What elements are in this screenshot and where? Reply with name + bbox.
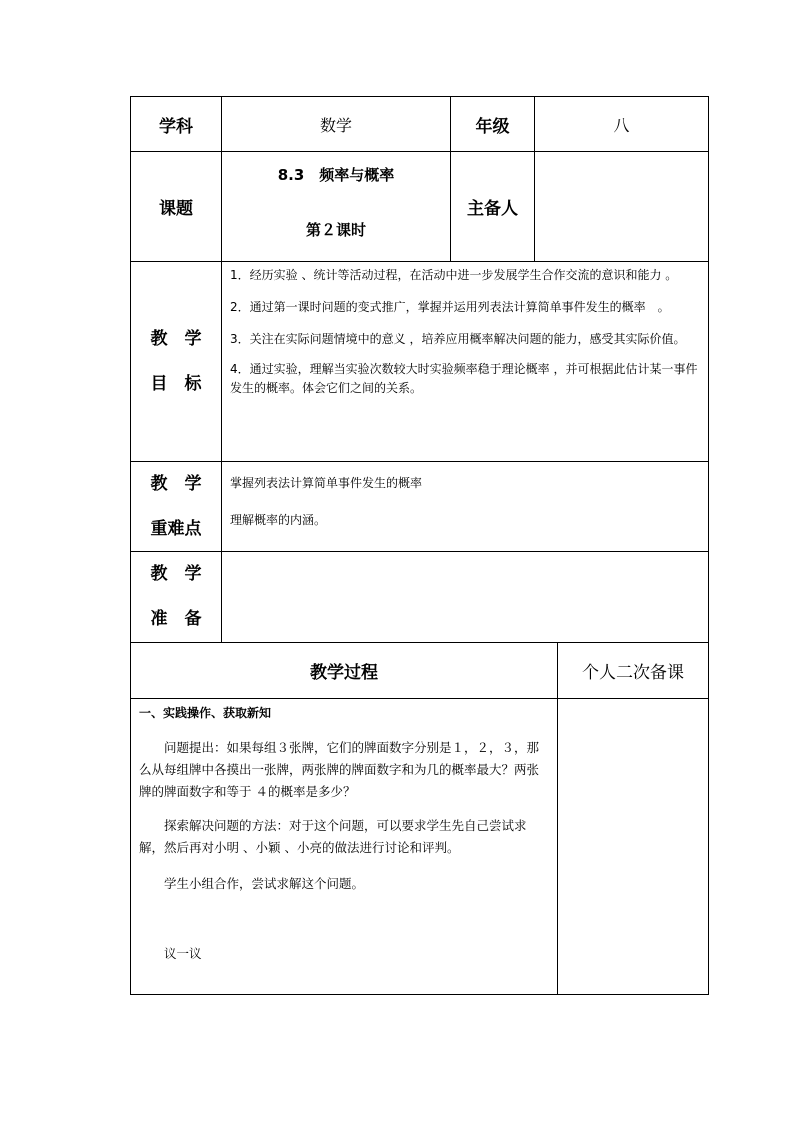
grade-value-cell <box>534 96 709 152</box>
process-paragraph: 探索解决问题的方法：对于这个问题，可以要求学生先自己尝试求解，然后再对小明 、小颖 、小亮的做法进行讨论和评判。 <box>139 818 527 855</box>
subject-value-cell <box>221 96 451 152</box>
notes-header: 个人二次备课 <box>582 663 684 683</box>
process-paragraph: 问题提出：如果每组３张牌，它们的牌面数字分别是１，２，３，那么从每组牌中各摸出一张牌，两张牌的牌面数字和为几的概率最大？两张牌的牌面数字和等于 ４的概率是多少？ <box>139 740 540 799</box>
preparer-label: 主备人 <box>467 199 518 219</box>
objectives-content-cell <box>221 261 709 462</box>
difficulties-label-line1: 教 学 <box>150 473 202 494</box>
preparation-content-cell <box>221 551 709 643</box>
subject-value: 数学 <box>319 115 352 135</box>
topic-title-line2: 第２课时 <box>305 221 366 239</box>
objective-item: 2．通过第一课时问题的变式推广，掌握并运用列表法计算简单事件发生的概率 。 <box>230 300 670 314</box>
section-title: 一、实践操作、获取新知 <box>139 706 272 720</box>
objectives-label-line1: 教 学 <box>150 328 202 349</box>
notes-content-cell <box>557 698 709 995</box>
process-content-cell <box>130 698 558 995</box>
subject-label-cell <box>130 96 222 152</box>
preparation-label-cell <box>130 551 222 643</box>
topic-label-cell <box>130 151 222 262</box>
difficulties-label-line2: 重难点 <box>150 518 202 539</box>
grade-value: 八 <box>613 115 630 135</box>
preparer-value-cell <box>534 151 709 262</box>
difficulties-content-cell <box>221 461 709 552</box>
process-paragraph: 学生小组合作，尝试求解这个问题。 <box>164 876 365 891</box>
topic-title-cell <box>221 151 451 262</box>
process-paragraph: 议一议 <box>164 946 202 961</box>
objectives-label-cell <box>130 261 222 462</box>
grade-label: 年级 <box>475 116 510 137</box>
topic-title-line1: 8.3 频率与概率 <box>277 166 395 184</box>
topic-label: 课题 <box>159 199 193 219</box>
objectives-label-line2: 目 标 <box>150 373 202 394</box>
difficulty-item: 理解概率的内涵。 <box>230 513 327 527</box>
preparer-label-cell <box>450 151 535 262</box>
subject-label: 学科 <box>159 116 193 137</box>
process-header-cell <box>130 642 558 699</box>
difficulties-label-cell <box>130 461 222 552</box>
objective-item: 3．关注在实际问题情境中的意义 ，培养应用概率解决问题的能力，感受其实际价值。 <box>230 332 686 346</box>
preparation-label-line2: 准 备 <box>150 609 202 629</box>
process-header: 教学过程 <box>310 663 378 683</box>
objective-item: 1．经历实验 、统计等活动过程，在活动中进一步发展学生合作交流的意识和能力 。 <box>230 268 678 282</box>
objective-item: 4．通过实验，理解当实验次数较大时实验频率稳于理论概率 ，并可根据此估计某一事件发生的概率。体会它们之间的关系。 <box>230 362 698 395</box>
preparation-label-line1: 教 学 <box>150 564 202 584</box>
notes-header-cell <box>557 642 709 699</box>
difficulty-item: 掌握列表法计算简单事件发生的概率 <box>230 476 423 490</box>
grade-label-cell <box>450 96 535 152</box>
